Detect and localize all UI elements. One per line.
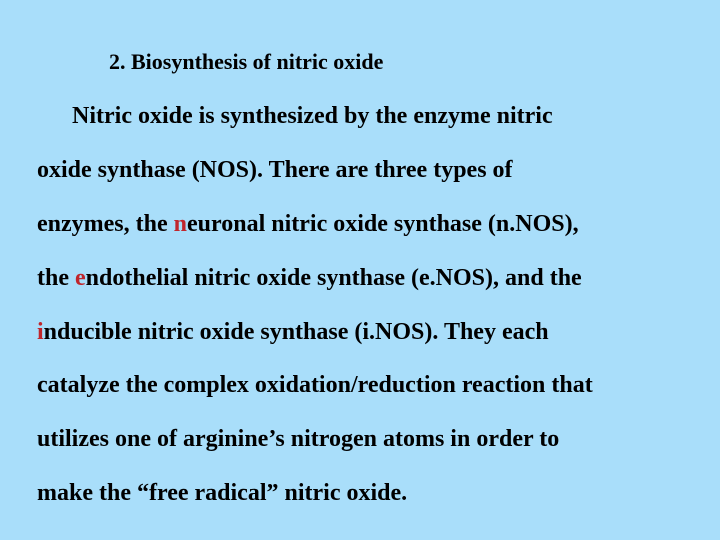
line-text-after: nducible nitric oxide synthase (i.NOS). They each [43,319,549,345]
line-text-after: ndothelial nitric oxide synthase (e.NOS), and the [85,265,582,291]
paragraph-line-7: utilizes one of arginine’s nitrogen atoms in order to [37,426,560,452]
paragraph-line-5 [37,314,549,350]
highlight-letter-e: e [75,265,86,291]
paragraph-line-3 [37,206,579,242]
paragraph-line-8: make the “free radical” nitric oxide. [37,480,408,506]
paragraph-line-6: catalyze the complex oxidation/reduction reaction that [37,372,593,398]
paragraph-line-4 [37,260,582,296]
paragraph-line-1: Nitric oxide is synthesized by the enzyme nitric [72,103,553,129]
slide-title: 2. Biosynthesis of nitric oxide [109,49,384,74]
highlight-letter-i: i [37,319,44,345]
highlight-letter-n: n [173,211,187,237]
paragraph-line-2: oxide synthase (NOS). There are three types of [37,157,513,183]
line-text-after: euronal nitric oxide synthase (n.NOS), [187,211,579,237]
line-text-before: enzymes, the [37,211,174,237]
line-text-before: the [37,265,75,291]
